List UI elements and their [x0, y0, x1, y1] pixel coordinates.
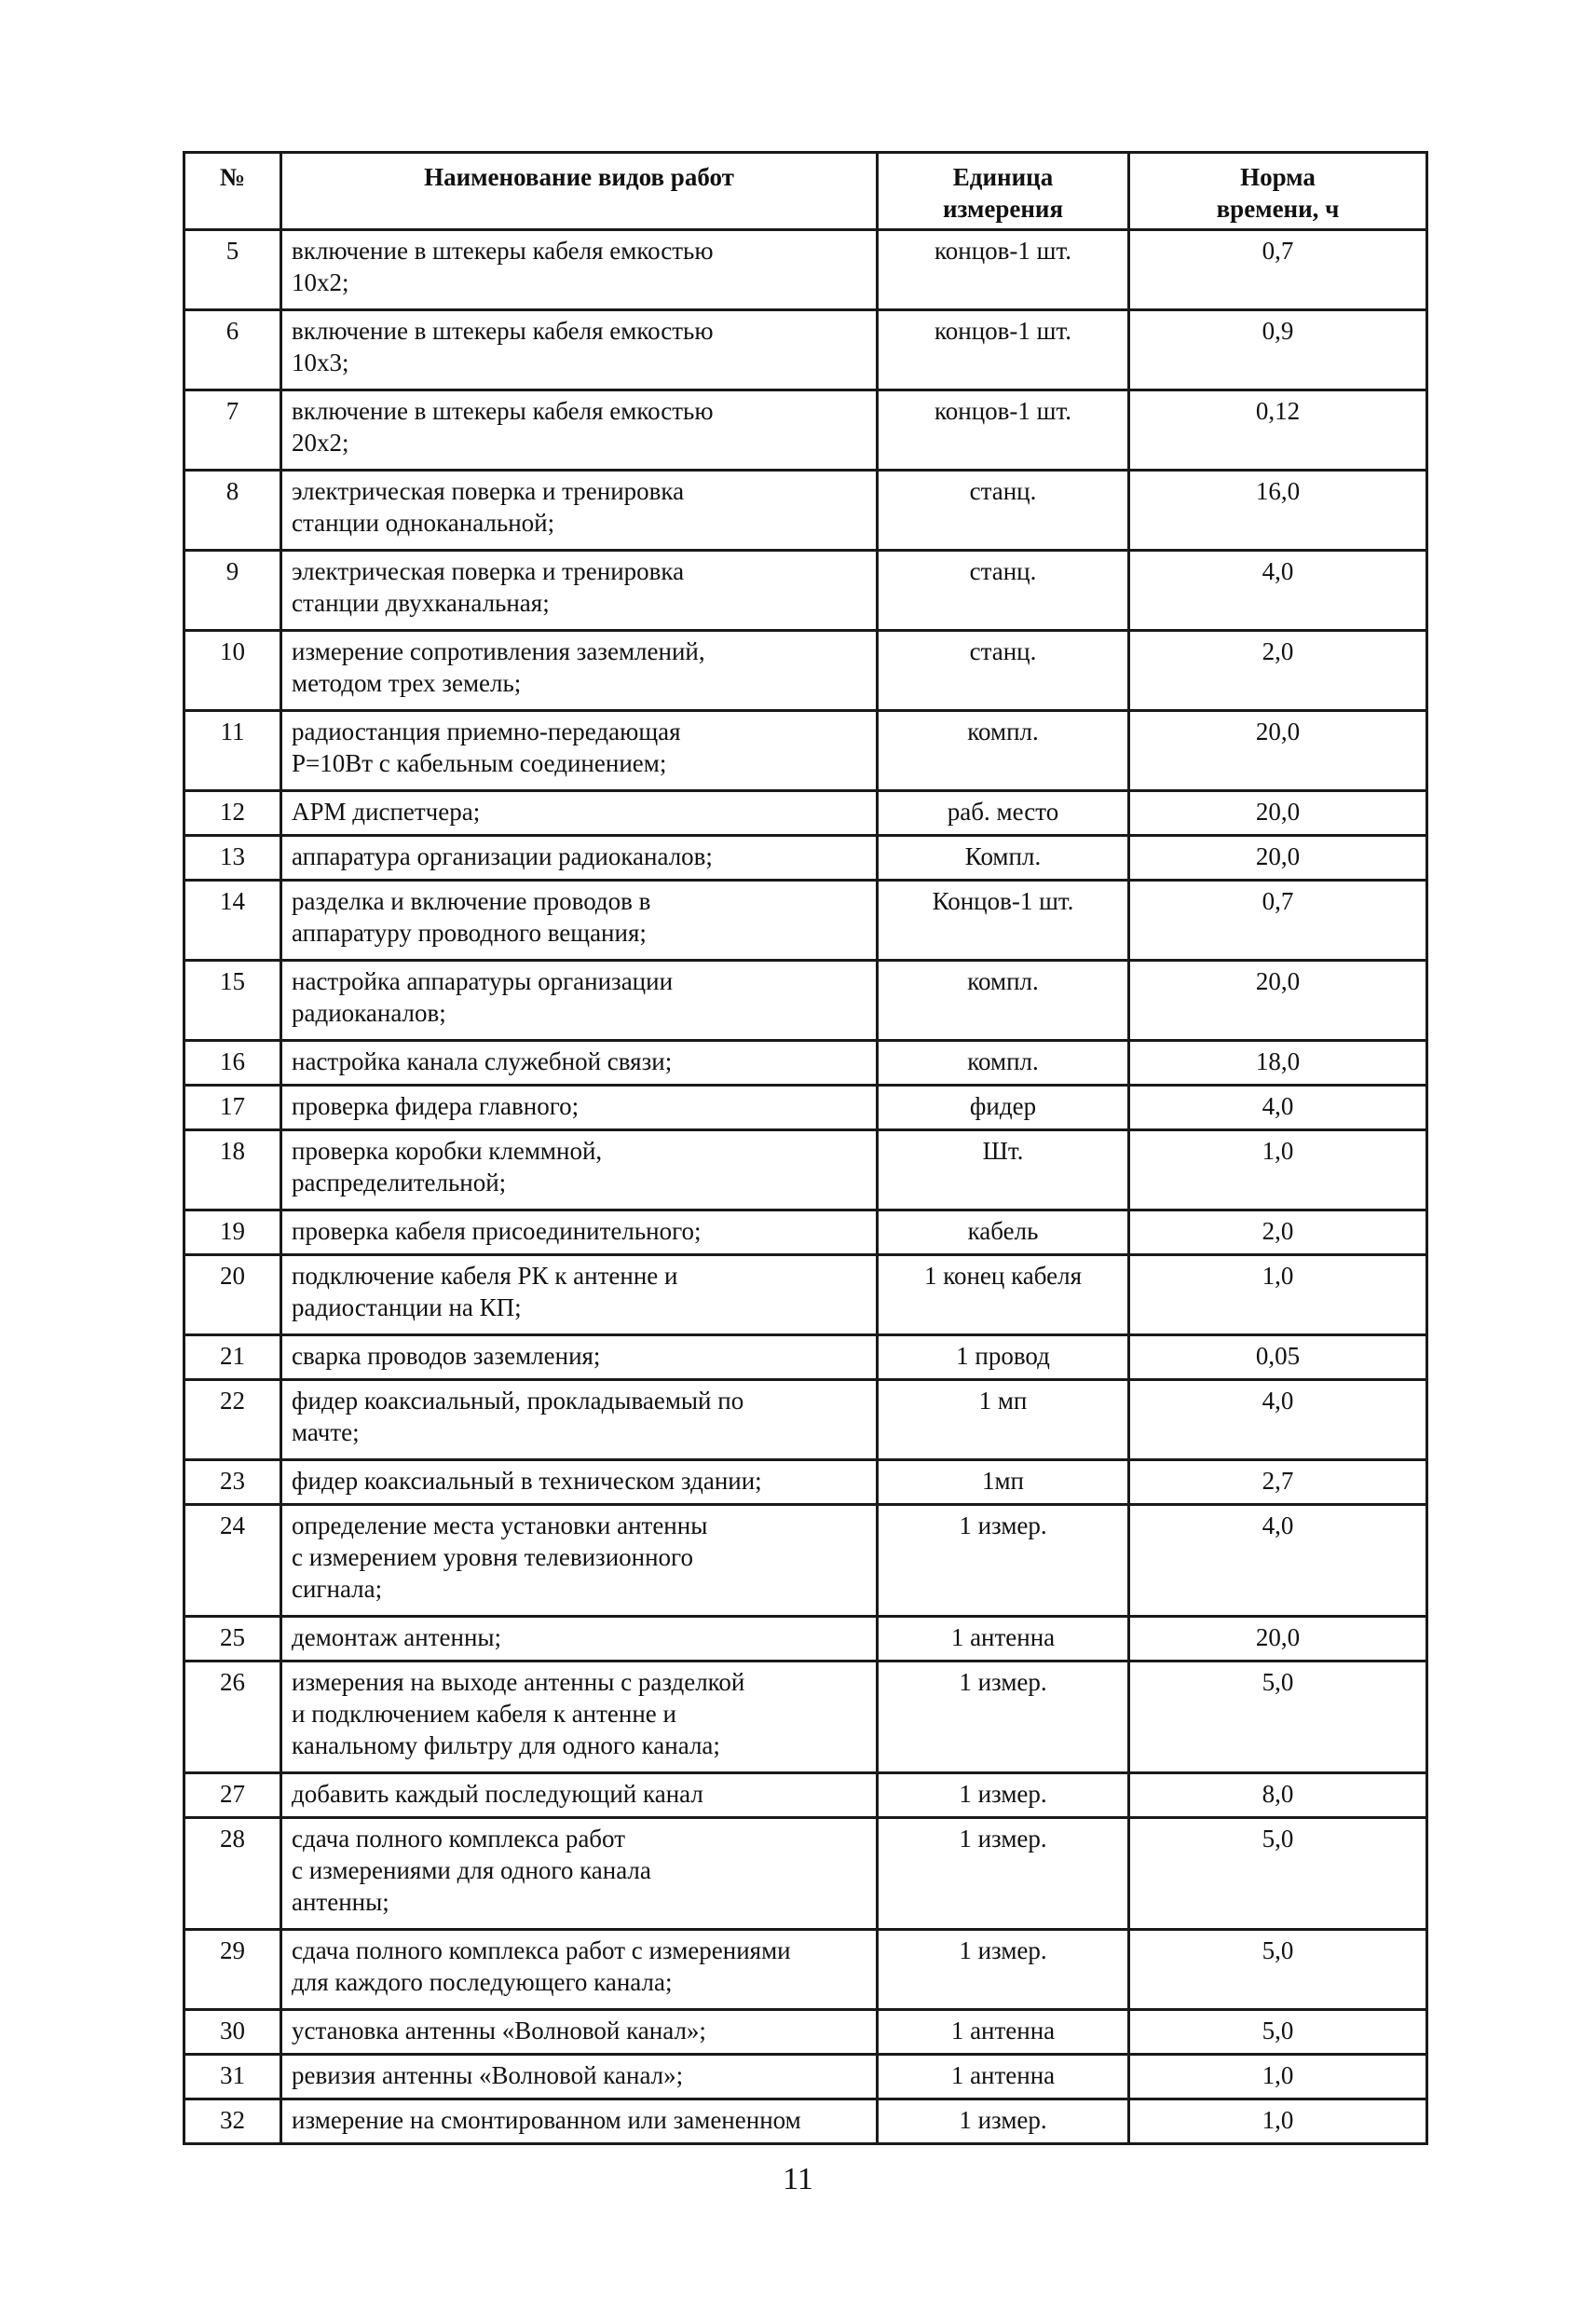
table-row: [184, 1818, 1427, 1930]
row-work-name: включение в штекеры кабеля емкостью 10х2;: [281, 230, 878, 310]
row-number: 29: [184, 1930, 281, 2010]
row-work-name: измерения на выходе антенны с разделкой и подключением кабеля к антенне и канальному фильтру для одного канала;: [281, 1661, 878, 1773]
row-work-name: сдача полного комплекса работ с измерениями для одного канала антенны;: [281, 1818, 878, 1930]
header-norm-line-1: Норма: [1240, 163, 1316, 191]
row-unit: 1 измер.: [878, 2099, 1129, 2144]
row-time-norm: 5,0: [1129, 1818, 1427, 1930]
row-work-name: фидер коаксиальный, прокладываемый по мачте;: [281, 1380, 878, 1460]
row-time-norm: 1,0: [1129, 1255, 1427, 1335]
row-time-norm: 0,7: [1129, 230, 1427, 310]
row-unit: 1 измер.: [878, 1661, 1129, 1773]
table-row: [184, 1661, 1427, 1773]
table-body: [184, 230, 1427, 2144]
row-number: 5: [184, 230, 281, 310]
row-number: 15: [184, 961, 281, 1041]
row-time-norm: 4,0: [1129, 1380, 1427, 1460]
row-time-norm: 2,7: [1129, 1460, 1427, 1505]
row-time-norm: 1,0: [1129, 2055, 1427, 2099]
row-number: 16: [184, 1041, 281, 1086]
header-number: №: [184, 153, 281, 230]
row-work-name: электрическая поверка и тренировка станции двухканальная;: [281, 551, 878, 631]
row-number: 14: [184, 881, 281, 961]
row-unit: станц.: [878, 471, 1129, 551]
row-work-name: подключение кабеля РК к антенне и радиостанции на КП;: [281, 1255, 878, 1335]
row-work-name: настройка канала служебной связи;: [281, 1041, 878, 1086]
header-unit-line-1: Единица: [952, 163, 1054, 191]
row-work-name: включение в штекеры кабеля емкостью 10х3;: [281, 310, 878, 390]
row-number: 11: [184, 711, 281, 791]
row-time-norm: 8,0: [1129, 1773, 1427, 1818]
row-unit: Шт.: [878, 1130, 1129, 1210]
row-unit: 1 измер.: [878, 1930, 1129, 2010]
header-work-name: Наименование видов работ: [281, 153, 878, 230]
row-time-norm: 0,7: [1129, 881, 1427, 961]
row-time-norm: 2,0: [1129, 631, 1427, 711]
row-time-norm: 0,12: [1129, 390, 1427, 471]
row-work-name: определение места установки антенны с измерением уровня телевизионного сигнала;: [281, 1505, 878, 1617]
row-unit: концов-1 шт.: [878, 230, 1129, 310]
row-unit: 1 мп: [878, 1380, 1129, 1460]
row-number: 10: [184, 631, 281, 711]
row-work-name: разделка и включение проводов в аппаратуру проводного вещания;: [281, 881, 878, 961]
table-row: [184, 1380, 1427, 1460]
row-time-norm: 4,0: [1129, 551, 1427, 631]
row-unit: компл.: [878, 1041, 1129, 1086]
row-unit: 1 конец кабеля: [878, 1255, 1129, 1335]
row-unit: 1 измер.: [878, 1818, 1129, 1930]
row-work-name: ревизия антенны «Волновой канал»;: [281, 2055, 878, 2099]
row-number: 9: [184, 551, 281, 631]
row-time-norm: 20,0: [1129, 836, 1427, 881]
table-row: [184, 471, 1427, 551]
row-time-norm: 0,9: [1129, 310, 1427, 390]
table-row: [184, 1460, 1427, 1505]
row-unit: раб. место: [878, 791, 1129, 836]
row-time-norm: 1,0: [1129, 2099, 1427, 2144]
row-unit: 1 измер.: [878, 1773, 1129, 1818]
row-work-name: установка антенны «Волновой канал»;: [281, 2010, 878, 2055]
row-number: 24: [184, 1505, 281, 1617]
row-number: 18: [184, 1130, 281, 1210]
row-number: 30: [184, 2010, 281, 2055]
row-work-name: АРМ диспетчера;: [281, 791, 878, 836]
table-header-row: [184, 153, 1427, 230]
row-work-name: электрическая поверка и тренировка станции одноканальной;: [281, 471, 878, 551]
header-time-norm: [1129, 153, 1427, 230]
row-work-name: аппаратура организации радиоканалов;: [281, 836, 878, 881]
row-work-name: включение в штекеры кабеля емкостью 20х2;: [281, 390, 878, 471]
row-work-name: измерение на смонтированном или замененном: [281, 2099, 878, 2144]
header-norm-line-2: времени, ч: [1216, 195, 1340, 223]
table-row: [184, 2055, 1427, 2099]
work-norms-table: [183, 151, 1428, 2145]
row-work-name: радиостанция приемно-передающая Р=10Вт с кабельным соединением;: [281, 711, 878, 791]
row-work-name: добавить каждый последующий канал: [281, 1773, 878, 1818]
row-time-norm: 5,0: [1129, 1930, 1427, 2010]
row-work-name: проверка коробки клеммной, распределительной;: [281, 1130, 878, 1210]
row-number: 17: [184, 1086, 281, 1130]
row-number: 20: [184, 1255, 281, 1335]
row-time-norm: 5,0: [1129, 1661, 1427, 1773]
row-time-norm: 20,0: [1129, 791, 1427, 836]
row-number: 28: [184, 1818, 281, 1930]
row-unit: компл.: [878, 711, 1129, 791]
table-row: [184, 1086, 1427, 1130]
table-row: [184, 1930, 1427, 2010]
row-unit: 1 провод: [878, 1335, 1129, 1380]
row-number: 7: [184, 390, 281, 471]
table-row: [184, 631, 1427, 711]
row-time-norm: 16,0: [1129, 471, 1427, 551]
row-number: 32: [184, 2099, 281, 2144]
row-time-norm: 5,0: [1129, 2010, 1427, 2055]
row-work-name: проверка кабеля присоединительного;: [281, 1210, 878, 1255]
row-unit: станц.: [878, 631, 1129, 711]
row-number: 6: [184, 310, 281, 390]
row-work-name: демонтаж антенны;: [281, 1617, 878, 1661]
row-work-name: проверка фидера главного;: [281, 1086, 878, 1130]
row-time-norm: 4,0: [1129, 1086, 1427, 1130]
row-time-norm: 18,0: [1129, 1041, 1427, 1086]
row-time-norm: 1,0: [1129, 1130, 1427, 1210]
row-number: 12: [184, 791, 281, 836]
header-unit: [878, 153, 1129, 230]
row-number: 27: [184, 1773, 281, 1818]
row-number: 22: [184, 1380, 281, 1460]
table-row: [184, 551, 1427, 631]
row-work-name: настройка аппаратуры организации радиоканалов;: [281, 961, 878, 1041]
row-unit: 1 антенна: [878, 2010, 1129, 2055]
row-number: 31: [184, 2055, 281, 2099]
row-time-norm: 20,0: [1129, 711, 1427, 791]
row-work-name: фидер коаксиальный в техническом здании;: [281, 1460, 878, 1505]
table-row: [184, 791, 1427, 836]
table-row: [184, 1617, 1427, 1661]
row-number: 19: [184, 1210, 281, 1255]
row-time-norm: 4,0: [1129, 1505, 1427, 1617]
row-time-norm: 20,0: [1129, 1617, 1427, 1661]
row-number: 21: [184, 1335, 281, 1380]
table-row: [184, 2010, 1427, 2055]
page-number: 11: [783, 2162, 813, 2196]
table-row: [184, 1041, 1427, 1086]
row-number: 26: [184, 1661, 281, 1773]
row-unit: кабель: [878, 1210, 1129, 1255]
table-row: [184, 836, 1427, 881]
table-row: [184, 230, 1427, 310]
row-number: 8: [184, 471, 281, 551]
row-unit: Компл.: [878, 836, 1129, 881]
header-unit-line-2: измерения: [942, 195, 1064, 223]
row-unit: 1мп: [878, 1460, 1129, 1505]
table-row: [184, 1210, 1427, 1255]
row-work-name: измерение сопротивления заземлений, методом трех земель;: [281, 631, 878, 711]
row-number: 13: [184, 836, 281, 881]
row-unit: фидер: [878, 1086, 1129, 1130]
table-row: [184, 1335, 1427, 1380]
table-row: [184, 2099, 1427, 2144]
table-row: [184, 711, 1427, 791]
table-row: [184, 310, 1427, 390]
row-unit: концов-1 шт.: [878, 310, 1129, 390]
row-time-norm: 20,0: [1129, 961, 1427, 1041]
row-time-norm: 0,05: [1129, 1335, 1427, 1380]
row-unit: компл.: [878, 961, 1129, 1041]
row-number: 25: [184, 1617, 281, 1661]
row-number: 23: [184, 1460, 281, 1505]
row-unit: 1 антенна: [878, 2055, 1129, 2099]
row-unit: Концов-1 шт.: [878, 881, 1129, 961]
table-row: [184, 881, 1427, 961]
table-row: [184, 1505, 1427, 1617]
table-row: [184, 1773, 1427, 1818]
table-row: [184, 390, 1427, 471]
row-work-name: сварка проводов заземления;: [281, 1335, 878, 1380]
table-row: [184, 1255, 1427, 1335]
table-row: [184, 961, 1427, 1041]
row-unit: станц.: [878, 551, 1129, 631]
row-unit: концов-1 шт.: [878, 390, 1129, 471]
table-row: [184, 1130, 1427, 1210]
row-unit: 1 измер.: [878, 1505, 1129, 1617]
row-time-norm: 2,0: [1129, 1210, 1427, 1255]
row-work-name: сдача полного комплекса работ с измерениями для каждого последующего канала;: [281, 1930, 878, 2010]
row-unit: 1 антенна: [878, 1617, 1129, 1661]
